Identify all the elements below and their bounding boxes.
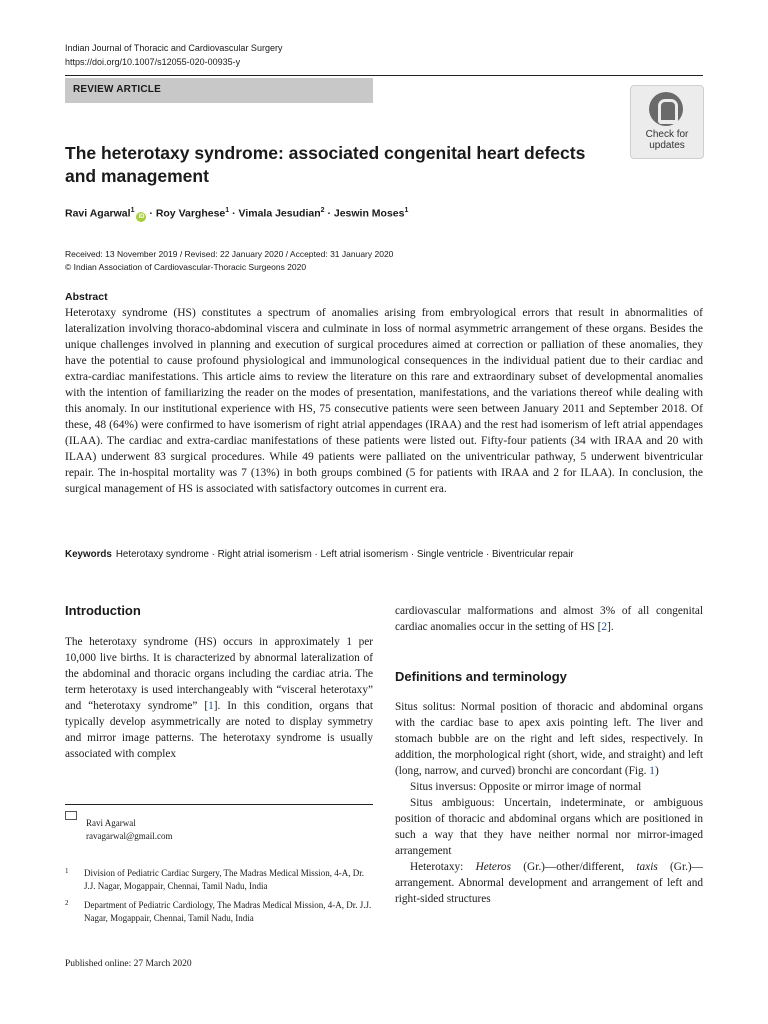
corresponding-author-name: Ravi Agarwal <box>86 818 136 828</box>
copyright: © Indian Association of Cardiovascular-Thoracic Surgeons 2020 <box>65 262 307 272</box>
introduction-paragraph: The heterotaxy syndrome (HS) occurs in approximately 1 per 10,000 live births. It is characterized by abnormal lateralization of the abdominal and thoracic organs including the cardiac atria. The term heterotaxy is used interchangeably with “visceral heterotaxy” and “heterotaxy syndrome” [1]. In this condition, organs that typically develop asymmetrically are noted to display symmetry and mirror image patterns. The heterotaxy syndrome is usually associated with complex <box>65 636 373 760</box>
author-name[interactable]: Jeswin Moses <box>333 207 405 220</box>
check-for-updates-line1: Check for <box>645 129 689 140</box>
check-for-updates-button[interactable] <box>630 85 704 159</box>
check-for-updates-line2: updates <box>649 140 685 151</box>
author-affiliation-number: 1 <box>130 207 135 214</box>
envelope-icon <box>65 811 77 820</box>
definition-situs-ambiguous: Situs ambiguous: Uncertain, indeterminate, or ambiguous position of thoracic and abdominal organs which are positioned in such a way that they have neither normal nor mirror-imaged arrangement <box>395 797 703 857</box>
affiliation-number: 2 <box>65 899 69 907</box>
abstract-heading: Abstract <box>65 291 108 303</box>
affiliation-text: Division of Pediatric Cardiac Surgery, The Madras Medical Mission, 4-A, Dr. J.J. Nagar, Mogappair, Chennai, Tamil Nadu, India <box>84 868 365 891</box>
footnote-rule <box>65 804 373 805</box>
definition-heterotaxy: Heterotaxy: Heteros (Gr.)—other/different, taxis (Gr.)—arrangement. Abnormal development and arrangement of left and right-sided structures <box>395 861 703 905</box>
header-rule <box>65 75 703 76</box>
published-date: Published online: 27 March 2020 <box>65 959 192 969</box>
author-name[interactable]: Ravi Agarwal <box>65 207 131 220</box>
article-type-banner <box>65 78 373 103</box>
definition-situs-inversus: Situs inversus: Opposite or mirror image of normal <box>410 781 642 793</box>
article-type: REVIEW ARTICLE <box>73 84 161 95</box>
affiliation-text: Department of Pediatric Cardiology, The Madras Medical Mission, 4-A, Dr. J.J. Nagar, Mogappair, Chennai, Tamil Nadu, India <box>84 900 372 923</box>
journal-name: Indian Journal of Thoracic and Cardiovascular Surgery <box>65 43 283 53</box>
figure-link[interactable]: 1 <box>649 765 655 777</box>
orcid-icon[interactable]: iD <box>138 213 145 220</box>
author-affiliation-number: 1 <box>404 207 409 214</box>
check-for-updates-icon <box>649 92 683 126</box>
article-history <box>65 248 393 274</box>
section-heading-introduction: Introduction <box>65 603 141 618</box>
keywords <box>65 549 574 560</box>
introduction-continued: cardiovascular malformations and almost 3% of all congenital cardiac anomalies occur in the setting of HS [2]. <box>395 605 703 633</box>
keywords-label: Keywords <box>65 549 112 560</box>
dates: Received: 13 November 2019 / Revised: 22 January 2020 / Accepted: 31 January 2020 <box>65 249 394 259</box>
author-name[interactable]: Roy Varghese <box>155 207 226 220</box>
journal-header <box>65 41 282 69</box>
section-heading-definitions: Definitions and terminology <box>395 669 567 684</box>
keywords-list: Heterotaxy syndrome · Right atrial isomerism · Left atrial isomerism · Single ventricle · Biventricular repair <box>115 549 574 560</box>
doi-link[interactable]: https://doi.org/10.1007/s12055-020-00935-y <box>65 57 241 67</box>
definition-situs-solitus: Situs solitus: Normal position of thoracic and abdominal organs with the cardiac base to apex axis pointing left. The liver and stomach bubble are on the right and left sides, respectively. In addition, the morphological right (short, wide, and straight) and left (long, narrow, and curved) bronchi are concordant (Fig. 1) <box>395 701 703 777</box>
corresponding-author-email[interactable]: ravagarwal@gmail.com <box>86 831 173 841</box>
abstract-text: Heterotaxy syndrome (HS) constitutes a spectrum of anomalies arising from embryological errors that result in abnormalities of lateralization involving thoraco-abdominal viscera and culminate in loss of normal asymmetric arrangement of these organs. Besides the unique challenges involved in planning and execution of surgical procedures aimed at correction or palliation of these anomalies, they have the potential to cause profound physiological and immunological consequences in the individual patient due to their cardiac and extra-cardiac manifestations. This article aims to review the literature on this rare and extraordinary subset of developmental anomalies with the intention of familiarizing the reader on the modes of presentation, manifestations, and the variations thereof while dealing with this anomaly. In our institutional experience with HS, 75 consecutive patients were seen between January 2011 and September 2018. Of these, 48 (64%) were confirmed to have isomerism of right atrial appendages (IRAA) and the rest had isomerism of left atrial appendages (ILAA). The cardiac and extra-cardiac manifestations of these patients were listed out. Fifty-four patients (34 with IRAA and 20 with ILAA) underwent 83 surgical procedures. While 49 patients were palliated on the univentricular pathway, 5 underwent biventricular repair. The in-hospital mortality was 7 (13%) in both groups combined (5 for patients with IRAA and 2 for ILAA). In conclusion, the surgical management of HS is associated with satisfactory outcomes in current era. <box>65 307 703 495</box>
author-name[interactable]: Vimala Jesudian <box>238 207 321 220</box>
definitions-text <box>395 699 703 907</box>
reference-link[interactable]: 1 <box>208 700 214 712</box>
affiliation-number: 1 <box>65 867 69 875</box>
author-affiliation-number: 1 <box>225 207 230 214</box>
article-title: The heterotaxy syndrome: associated congenital heart defects and management <box>65 143 586 186</box>
author-list: Ravi Agarwal$^1$iD · Roy Varghese$^1$ · Vimala Jesudian$^2$ · Jeswin Moses$^1$ <box>65 207 409 220</box>
corresponding-author <box>65 817 173 841</box>
author-affiliation-number: 2 <box>320 207 325 214</box>
reference-link[interactable]: 2 <box>601 621 608 633</box>
